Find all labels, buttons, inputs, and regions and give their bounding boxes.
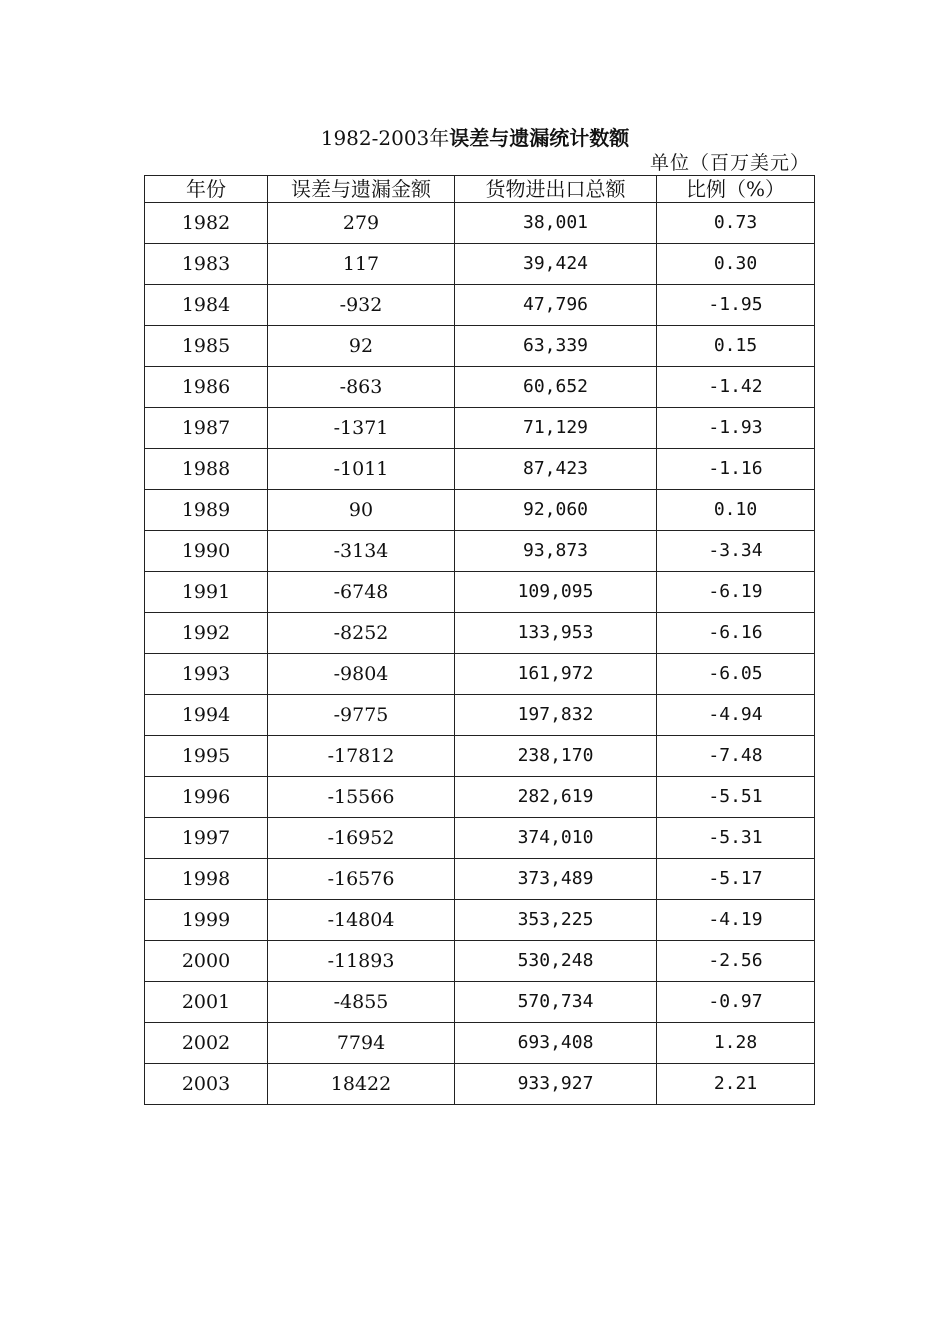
cell-year: 1996 bbox=[145, 777, 268, 818]
cell-year: 2003 bbox=[145, 1064, 268, 1105]
cell-error-omission-amount: -16576 bbox=[268, 859, 455, 900]
table-row bbox=[145, 408, 815, 449]
cell-trade-total: 63,339 bbox=[455, 326, 657, 367]
cell-error-omission-amount: 279 bbox=[268, 203, 455, 244]
cell-error-omission-amount: -3134 bbox=[268, 531, 455, 572]
cell-ratio: -4.19 bbox=[657, 900, 815, 941]
cell-year: 1995 bbox=[145, 736, 268, 777]
cell-ratio: -7.48 bbox=[657, 736, 815, 777]
table-row bbox=[145, 613, 815, 654]
cell-trade-total: 693,408 bbox=[455, 1023, 657, 1064]
cell-trade-total: 38,001 bbox=[455, 203, 657, 244]
cell-ratio: 1.28 bbox=[657, 1023, 815, 1064]
title-year-range: 1982-2003年 bbox=[320, 126, 450, 150]
table-row bbox=[145, 244, 815, 285]
table-row bbox=[145, 326, 815, 367]
statistics-table bbox=[144, 175, 815, 1105]
cell-year: 1986 bbox=[145, 367, 268, 408]
cell-ratio: -3.34 bbox=[657, 531, 815, 572]
cell-year: 1997 bbox=[145, 818, 268, 859]
cell-error-omission-amount: -863 bbox=[268, 367, 455, 408]
cell-year: 2002 bbox=[145, 1023, 268, 1064]
header-ratio: 比例（%） bbox=[657, 176, 815, 203]
cell-error-omission-amount: -6748 bbox=[268, 572, 455, 613]
cell-ratio: -4.94 bbox=[657, 695, 815, 736]
cell-year: 2001 bbox=[145, 982, 268, 1023]
table-header-row bbox=[145, 176, 815, 203]
cell-ratio: 0.15 bbox=[657, 326, 815, 367]
cell-year: 2000 bbox=[145, 941, 268, 982]
cell-trade-total: 109,095 bbox=[455, 572, 657, 613]
cell-trade-total: 133,953 bbox=[455, 613, 657, 654]
cell-error-omission-amount: -932 bbox=[268, 285, 455, 326]
cell-ratio: -1.16 bbox=[657, 449, 815, 490]
cell-trade-total: 93,873 bbox=[455, 531, 657, 572]
document-title bbox=[0, 124, 950, 152]
cell-trade-total: 197,832 bbox=[455, 695, 657, 736]
cell-ratio: -1.93 bbox=[657, 408, 815, 449]
cell-trade-total: 933,927 bbox=[455, 1064, 657, 1105]
cell-error-omission-amount: -8252 bbox=[268, 613, 455, 654]
cell-trade-total: 353,225 bbox=[455, 900, 657, 941]
table-row bbox=[145, 1064, 815, 1105]
unit-label: 单位（百万美元） bbox=[649, 152, 810, 174]
cell-ratio: -6.19 bbox=[657, 572, 815, 613]
cell-trade-total: 71,129 bbox=[455, 408, 657, 449]
cell-error-omission-amount: 117 bbox=[268, 244, 455, 285]
table-row bbox=[145, 941, 815, 982]
table-row bbox=[145, 449, 815, 490]
table-row bbox=[145, 490, 815, 531]
cell-trade-total: 92,060 bbox=[455, 490, 657, 531]
table-row bbox=[145, 736, 815, 777]
table-row bbox=[145, 818, 815, 859]
cell-year: 1991 bbox=[145, 572, 268, 613]
cell-ratio: -5.17 bbox=[657, 859, 815, 900]
cell-year: 1988 bbox=[145, 449, 268, 490]
table-row bbox=[145, 203, 815, 244]
cell-trade-total: 238,170 bbox=[455, 736, 657, 777]
cell-ratio: -0.97 bbox=[657, 982, 815, 1023]
cell-error-omission-amount: -4855 bbox=[268, 982, 455, 1023]
table-row bbox=[145, 285, 815, 326]
cell-ratio: -6.16 bbox=[657, 613, 815, 654]
cell-year: 1983 bbox=[145, 244, 268, 285]
cell-error-omission-amount: -1371 bbox=[268, 408, 455, 449]
cell-ratio: -6.05 bbox=[657, 654, 815, 695]
cell-trade-total: 374,010 bbox=[455, 818, 657, 859]
cell-error-omission-amount: -14804 bbox=[268, 900, 455, 941]
table-row bbox=[145, 367, 815, 408]
header-error-omission-amount: 误差与遗漏金额 bbox=[268, 176, 455, 203]
table-row bbox=[145, 654, 815, 695]
cell-trade-total: 373,489 bbox=[455, 859, 657, 900]
cell-ratio: -1.95 bbox=[657, 285, 815, 326]
table-row bbox=[145, 695, 815, 736]
title-text: 误差与遗漏统计数额 bbox=[449, 126, 630, 150]
cell-ratio: 2.21 bbox=[657, 1064, 815, 1105]
cell-error-omission-amount: -1011 bbox=[268, 449, 455, 490]
cell-year: 1987 bbox=[145, 408, 268, 449]
cell-error-omission-amount: -11893 bbox=[268, 941, 455, 982]
cell-error-omission-amount: -16952 bbox=[268, 818, 455, 859]
cell-error-omission-amount: 92 bbox=[268, 326, 455, 367]
cell-trade-total: 570,734 bbox=[455, 982, 657, 1023]
cell-trade-total: 530,248 bbox=[455, 941, 657, 982]
table-row bbox=[145, 982, 815, 1023]
table-row bbox=[145, 1023, 815, 1064]
cell-year: 1994 bbox=[145, 695, 268, 736]
table-row bbox=[145, 777, 815, 818]
cell-trade-total: 161,972 bbox=[455, 654, 657, 695]
cell-trade-total: 39,424 bbox=[455, 244, 657, 285]
table-row bbox=[145, 572, 815, 613]
cell-year: 1999 bbox=[145, 900, 268, 941]
cell-ratio: -5.51 bbox=[657, 777, 815, 818]
cell-trade-total: 60,652 bbox=[455, 367, 657, 408]
cell-ratio: -5.31 bbox=[657, 818, 815, 859]
cell-trade-total: 87,423 bbox=[455, 449, 657, 490]
cell-year: 1982 bbox=[145, 203, 268, 244]
cell-year: 1984 bbox=[145, 285, 268, 326]
header-year: 年份 bbox=[145, 176, 268, 203]
cell-ratio: 0.30 bbox=[657, 244, 815, 285]
cell-error-omission-amount: -9804 bbox=[268, 654, 455, 695]
cell-year: 1993 bbox=[145, 654, 268, 695]
cell-error-omission-amount: -15566 bbox=[268, 777, 455, 818]
cell-ratio: 0.10 bbox=[657, 490, 815, 531]
header-trade-total: 货物进出口总额 bbox=[455, 176, 657, 203]
table-row bbox=[145, 531, 815, 572]
table-row bbox=[145, 859, 815, 900]
cell-ratio: 0.73 bbox=[657, 203, 815, 244]
cell-ratio: -1.42 bbox=[657, 367, 815, 408]
cell-error-omission-amount: 18422 bbox=[268, 1064, 455, 1105]
cell-year: 1990 bbox=[145, 531, 268, 572]
cell-trade-total: 282,619 bbox=[455, 777, 657, 818]
cell-ratio: -2.56 bbox=[657, 941, 815, 982]
cell-year: 1992 bbox=[145, 613, 268, 654]
cell-error-omission-amount: -9775 bbox=[268, 695, 455, 736]
cell-error-omission-amount: 7794 bbox=[268, 1023, 455, 1064]
table-row bbox=[145, 900, 815, 941]
cell-trade-total: 47,796 bbox=[455, 285, 657, 326]
cell-year: 1985 bbox=[145, 326, 268, 367]
cell-year: 1989 bbox=[145, 490, 268, 531]
cell-year: 1998 bbox=[145, 859, 268, 900]
table-body bbox=[145, 203, 815, 1105]
cell-error-omission-amount: -17812 bbox=[268, 736, 455, 777]
cell-error-omission-amount: 90 bbox=[268, 490, 455, 531]
